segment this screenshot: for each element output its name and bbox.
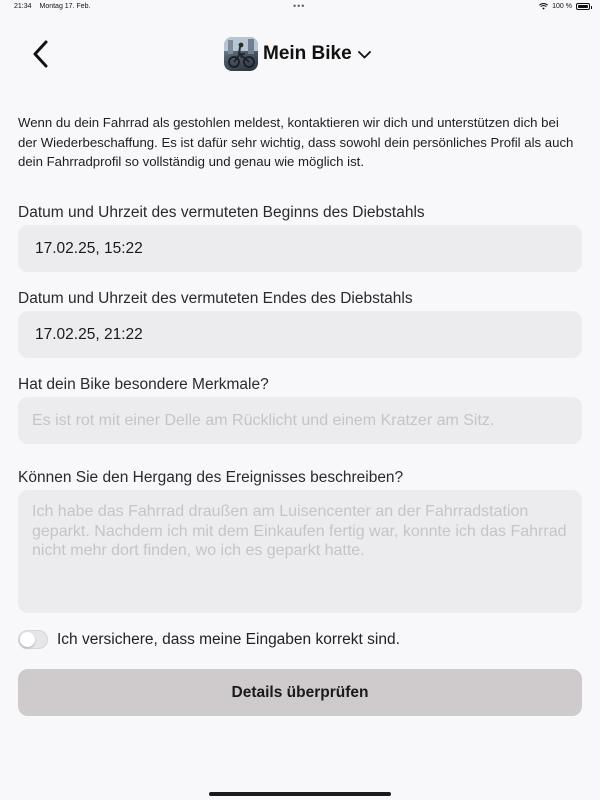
confirm-label: Ich versichere, dass meine Eingaben korrekt sind. — [57, 630, 400, 648]
chevron-left-icon — [32, 40, 50, 68]
chevron-down-icon — [358, 51, 371, 59]
start-datetime-input[interactable] — [18, 225, 582, 272]
status-bar — [0, 0, 600, 14]
battery-percentage: 100 % — [552, 3, 572, 10]
bike-avatar — [224, 37, 258, 71]
wifi-icon — [539, 3, 548, 10]
confirm-row[interactable] — [18, 630, 400, 649]
status-date: Montag 17. Feb. — [39, 3, 91, 10]
status-time: 21:34 — [14, 3, 32, 10]
multitasking-dots-icon[interactable]: ••• — [293, 1, 306, 11]
confirm-toggle[interactable] — [18, 630, 48, 649]
toggle-knob — [20, 632, 35, 647]
battery-icon — [576, 3, 590, 10]
back-button[interactable] — [26, 38, 56, 70]
status-left — [14, 3, 96, 10]
bike-selector[interactable] — [224, 37, 371, 71]
bike-name: Mein Bike — [263, 43, 352, 64]
features-input[interactable]: Es ist rot mit einer Delle am Rücklicht und einem Kratzer am Sitz. — [18, 397, 582, 444]
end-datetime-input[interactable] — [18, 311, 582, 358]
status-right — [539, 3, 590, 10]
end-datetime-label: Datum und Uhrzeit des vermuteten Endes des Diebstahls — [18, 290, 413, 307]
features-label: Hat dein Bike besondere Merkmale? — [18, 376, 269, 393]
start-datetime-label: Datum und Uhrzeit des vermuteten Beginns des Diebstahls — [18, 204, 425, 221]
check-details-button[interactable]: Details überprüfen — [18, 669, 582, 716]
bike-photo-icon — [224, 37, 258, 71]
description-label: Können Sie den Hergang des Ereignisses beschreiben? — [18, 469, 404, 486]
intro-text: Wenn du dein Fahrrad als gestohlen meldest, kontaktieren wir dich und unterstützen dich bei der Wiederbeschaffung. Es ist dafür sehr wichtig, dass sowohl dein persönliches Profil als auch dein Fahrradprofil so vollständig und genau wie möglich ist. — [18, 115, 574, 169]
description-textarea[interactable]: Ich habe das Fahrrad draußen am Luisencenter an der Fahrradstation geparkt. Nachdem ich mit dem Einkaufen fertig war, konnte ich das Fahrrad nicht mehr dort finden, wo ich es geparkt hatte. — [18, 490, 582, 613]
home-indicator[interactable] — [209, 792, 391, 796]
